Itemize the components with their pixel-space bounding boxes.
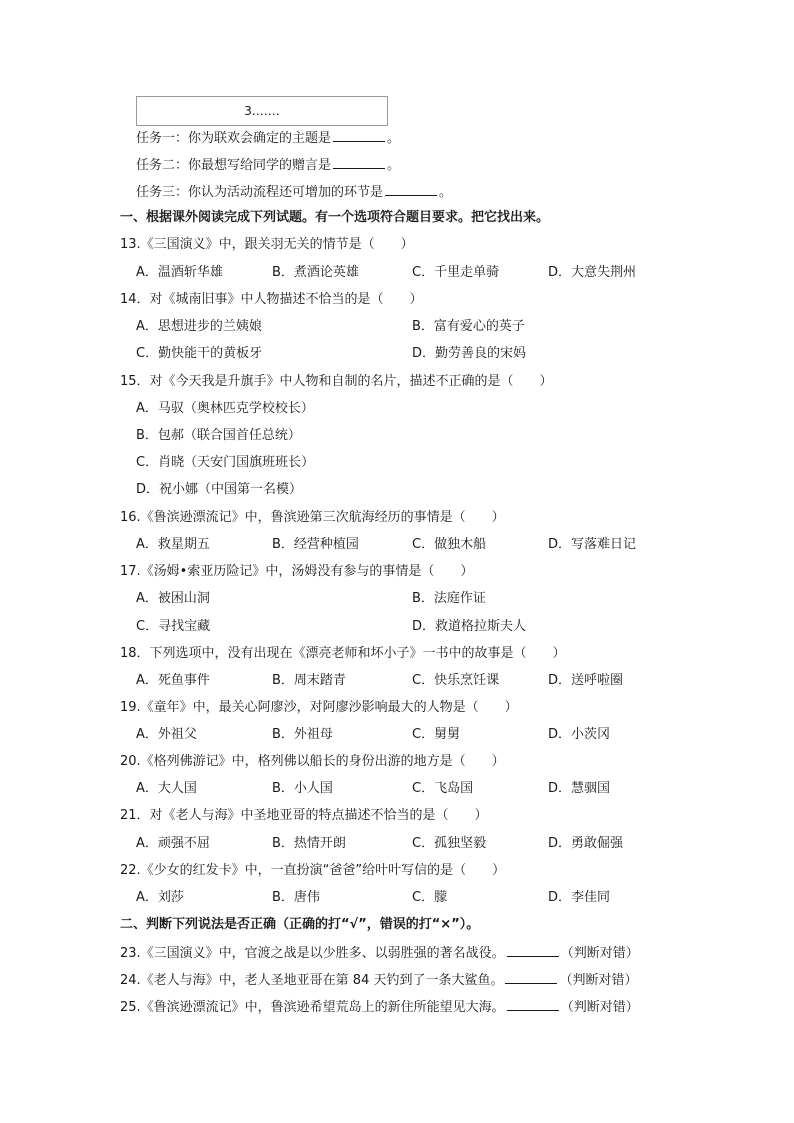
q18-option-c[interactable]: C．快乐烹饪课 <box>412 673 500 688</box>
q13-option-c[interactable]: C．千里走单骑 <box>412 265 500 280</box>
q15-option-a[interactable]: A．马驭（奥林匹克学校校长） <box>136 401 314 416</box>
judgment-24-suffix: （判断对错） <box>559 973 638 988</box>
q22-option-d[interactable]: D．李佳同 <box>548 890 611 905</box>
question-21-stem: 21．对《老人与海》中圣地亚哥的特点描述不恰当的是（ ） <box>120 808 488 823</box>
answer-blank[interactable] <box>507 997 559 1011</box>
question-14-stem: 14．对《城南旧事》中人物描述不恰当的是（ ） <box>120 292 423 307</box>
task-1-suffix: 。 <box>387 131 401 146</box>
task-2 <box>136 155 400 175</box>
q19-option-a[interactable]: A．外祖父 <box>136 727 197 742</box>
q14-option-a[interactable]: A．思想进步的兰姨娘 <box>136 319 262 334</box>
q19-option-b[interactable]: B．外祖母 <box>272 727 333 742</box>
q15-option-c[interactable]: C．肖晓（天安门国旗班班长） <box>136 455 315 470</box>
section-2-title: 二、判断下列说法是否正确（正确的打“√”，错误的打“×”）。 <box>120 917 480 932</box>
q20-option-a[interactable]: A．大人国 <box>136 781 197 796</box>
question-15-stem: 15．对《今天我是升旗手》中人物和自制的名片，描述不正确的是（ ） <box>120 374 553 389</box>
judgment-24 <box>120 970 638 990</box>
task-3 <box>136 182 452 202</box>
q16-option-b[interactable]: B．经营种植园 <box>272 537 359 552</box>
q13-option-d[interactable]: D．大意失荆州 <box>548 265 637 280</box>
answer-blank[interactable] <box>333 155 385 169</box>
q20-option-c[interactable]: C．飞岛国 <box>412 781 474 796</box>
task-1-label: 任务一：你为联欢会确定的主题是 <box>136 131 332 146</box>
q17-option-d[interactable]: D．救道格拉斯夫人 <box>412 619 527 634</box>
question-17-stem: 17.《汤姆•索亚历险记》中，汤姆没有参与的事情是（ ） <box>120 564 474 579</box>
q19-option-c[interactable]: C．舅舅 <box>412 727 461 742</box>
q17-option-c[interactable]: C．寻找宝藏 <box>136 619 211 634</box>
answer-blank[interactable] <box>505 970 557 984</box>
q22-option-c[interactable]: C．朦 <box>412 890 448 905</box>
judgment-24-text: 24.《老人与海》中，老人圣地亚哥在第 84 天钓到了一条大鲨鱼。 <box>120 973 504 988</box>
q17-option-b[interactable]: B．法庭作证 <box>412 591 486 606</box>
judgment-25-suffix: （判断对错） <box>560 1000 639 1015</box>
question-19-stem: 19.《童年》中，最关心阿廖沙，对阿廖沙影响最大的人物是（ ） <box>120 700 518 715</box>
q22-option-a[interactable]: A．刘莎 <box>136 890 184 905</box>
q20-option-b[interactable]: B．小人国 <box>272 781 333 796</box>
q18-option-d[interactable]: D．送呼啦圈 <box>548 673 624 688</box>
answer-blank[interactable] <box>333 128 385 142</box>
q17-option-a[interactable]: A．被困山洞 <box>136 591 210 606</box>
task-1 <box>136 128 400 148</box>
q18-option-b[interactable]: B．周末踏青 <box>272 673 346 688</box>
q14-option-b[interactable]: B．富有爱心的英子 <box>412 319 525 334</box>
question-18-stem: 18．下列选项中，没有出现在《漂亮老师和坏小子》一书中的故事是（ ） <box>120 646 566 661</box>
box-text: 3.…… <box>244 104 280 118</box>
q21-option-a[interactable]: A．顽强不屈 <box>136 836 210 851</box>
question-16-stem: 16.《鲁滨逊漂流记》中，鲁滨逊第三次航海经历的事情是（ ） <box>120 510 505 525</box>
q15-option-d[interactable]: D．祝小娜（中国第一名模） <box>136 482 303 497</box>
answer-blank[interactable] <box>385 182 437 196</box>
judgment-23-text: 23.《三国演义》中，官渡之战是以少胜多、以弱胜强的著名战役。 <box>120 946 505 961</box>
task-2-label: 任务二：你最想写给同学的赠言是 <box>136 158 332 173</box>
q13-option-b[interactable]: B．煮酒论英雄 <box>272 265 359 280</box>
q19-option-d[interactable]: D．小茨冈 <box>548 727 611 742</box>
question-20-stem: 20.《格列佛游记》中，格列佛以船长的身份出游的地方是（ ） <box>120 754 505 769</box>
q16-option-a[interactable]: A．救星期五 <box>136 537 210 552</box>
q15-option-b[interactable]: B．包郝（联合国首任总统） <box>136 428 301 443</box>
judgment-23-suffix: （判断对错） <box>560 946 639 961</box>
task-3-label: 任务三：你认为活动流程还可增加的环节是 <box>136 185 384 200</box>
q21-option-d[interactable]: D．勇敢倔强 <box>548 836 624 851</box>
q16-option-d[interactable]: D．写落难日记 <box>548 537 637 552</box>
question-13-stem: 13.《三国演义》中，跟关羽无关的情节是（ ） <box>120 237 414 252</box>
question-22-stem: 22.《少女的红发卡》中，一直扮演“爸爸”给叶叶写信的是（ ） <box>120 863 506 878</box>
q21-option-b[interactable]: B．热情开朗 <box>272 836 346 851</box>
judgment-25 <box>120 997 639 1017</box>
q18-option-a[interactable]: A．死鱼事件 <box>136 673 210 688</box>
answer-blank[interactable] <box>507 943 559 957</box>
text-box <box>136 96 388 126</box>
q20-option-d[interactable]: D．慧骃国 <box>548 781 611 796</box>
task-2-suffix: 。 <box>387 158 401 173</box>
q13-option-a[interactable]: A．温酒斩华雄 <box>136 265 223 280</box>
q21-option-c[interactable]: C．孤独坚毅 <box>412 836 487 851</box>
judgment-25-text: 25.《鲁滨逊漂流记》中，鲁滨逊希望荒岛上的新住所能望见大海。 <box>120 1000 505 1015</box>
q14-option-d[interactable]: D．勤劳善良的宋妈 <box>412 346 527 361</box>
section-1-title: 一、根据课外阅读完成下列试题。有一个选项符合题目要求。把它找出来。 <box>120 210 550 225</box>
task-3-suffix: 。 <box>439 185 453 200</box>
judgment-23 <box>120 943 639 963</box>
q22-option-b[interactable]: B．唐伟 <box>272 890 320 905</box>
q16-option-c[interactable]: C．做独木船 <box>412 537 487 552</box>
q14-option-c[interactable]: C．勤快能干的黄板牙 <box>136 346 263 361</box>
